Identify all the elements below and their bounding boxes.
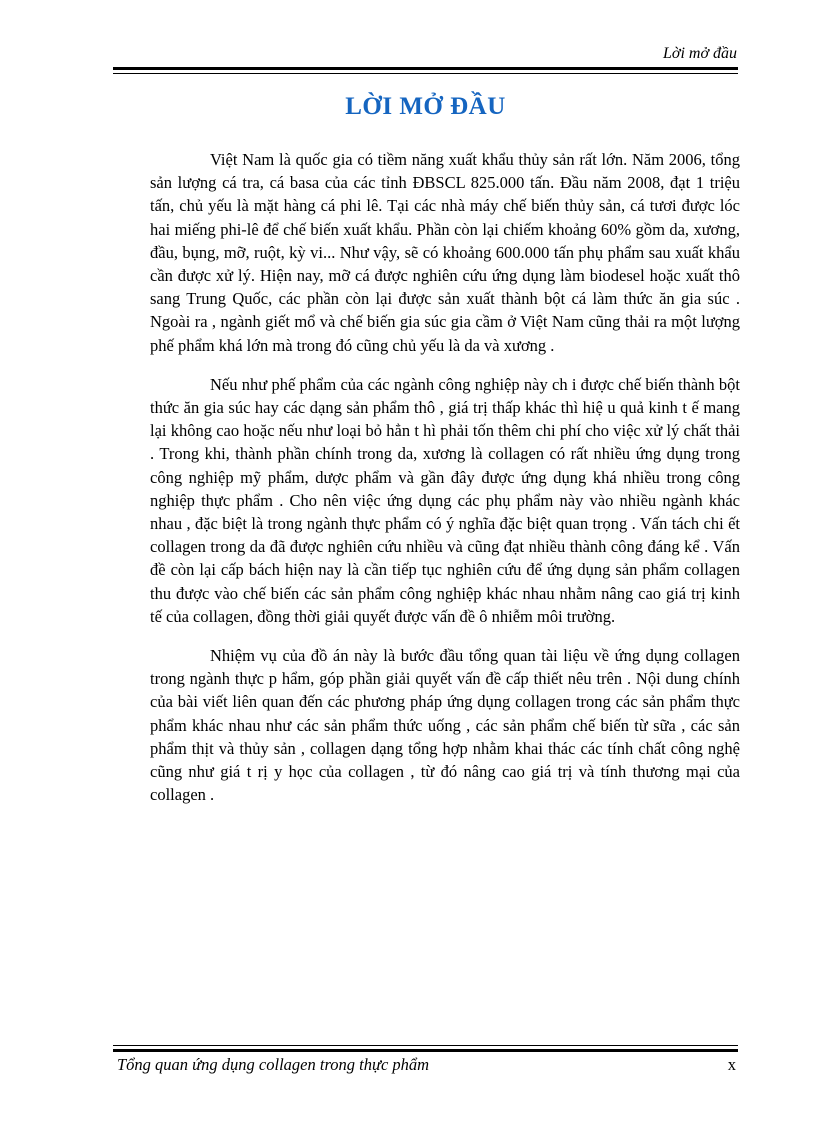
footer-rule-thick (113, 1049, 738, 1052)
header-rule-thin (113, 73, 738, 74)
running-head: Lời mở đầu (663, 45, 737, 62)
footer-rule-thin (113, 1045, 738, 1046)
header-rule-thick (113, 67, 738, 70)
footer-title: Tổng quan ứng dụng collagen trong thực phẩm (117, 1055, 430, 1074)
paragraph-2: Nếu như phế phẩm của các ngành công nghiệp này ch i được chế biến thành bột thức ăn gia súc hay các dạng sản phẩm thô , giá trị thấp khác thì hiệ u quả kinh t ế mang lại không cao hoặc nếu như loại bỏ hẳn t hì phải tốn thêm chi phí cho việc xử lý chất thải . Trong khi, thành phần chính trong da, xương là collagen có rất nhiều ứng dụng trong công nghiệp mỹ phẩm, dược phẩm và gần đây được ứng dụng khá nhiều trong công nghiệp thực phẩm . Cho nên việc ứng dụng các phụ phẩm này vào nhiều ngành khác nhau , đặc biệt là trong ngành thực phẩm có ý nghĩa đặc biệt quan trọng . Vấn tách chi ết collagen trong da đã được nghiên cứu nhiều và cũng đạt nhiều thành công đáng kể . Vấn đề còn lại cấp bách hiện nay là cần tiếp tục nghiên cứu để ứng dụng sản phẩm collagen thu được vào chế biến các sản phẩm công nghiệp khác nhau nhằm nâng cao giá trị kinh tế của collagen, đồng thời giải quyết được vấn đề ô nhiễm môi trường. (150, 374, 740, 626)
body-text (150, 148, 740, 822)
paragraph-3: Nhiệm vụ của đồ án này là bước đầu tổng quan tài liệu về ứng dụng collagen trong ngành thực p hẩm, góp phần giải quyết vấn đề cấp thiết nêu trên . Nội dung chính của bài viết liên quan đến các phương pháp ứng dụng collagen trong các sản phẩm thực phẩm khác nhau như các sản phẩm thức uống , các sản phẩm chế biến từ sữa , các sản phẩm thịt và thủy sản , collagen dạng tổng hợp nhằm khai thác các tính chất công nghệ cũng như giá t rị y học của collagen , từ đó nâng cao giá trị và tính thương mại của collagen . (150, 646, 740, 805)
page-title: LỜI MỞ ĐẦU (345, 93, 506, 120)
page-number: x (727, 1055, 736, 1074)
paragraph-1: Việt Nam là quốc gia có tiềm năng xuất khẩu thủy sản rất lớn. Năm 2006, tổng sản lượng cá tra, cá basa của các tỉnh ĐBSCL 825.000 tấn. Đầu năm 2008, đạt 1 triệu tấn, chủ yếu là mặt hàng cá phi lê. Tại các nhà máy chế biến thủy sản, cá tươi được lóc hai miếng phi-lê để chế biến xuất khẩu. Phần còn lại chiếm khoảng 60% gồm da, xương, đầu, bụng, mỡ, ruột, kỳ vi... Như vậy, sẽ có khoảng 600.000 tấn phụ phẩm sau xuất khẩu cần được xử lý. Hiện nay, mỡ cá được nghiên cứu ứng dụng làm biodesel hoặc xuất thô sang Trung Quốc, các phần còn lại được sản xuất thành bột cá làm thức ăn gia súc . Ngoài ra , ngành giết mổ và chế biến gia súc gia cầm ở Việt Nam cũng thải ra một lượng phế phẩm khá lớn mà trong đó cũng chủ yếu là da và xương . (150, 150, 740, 355)
